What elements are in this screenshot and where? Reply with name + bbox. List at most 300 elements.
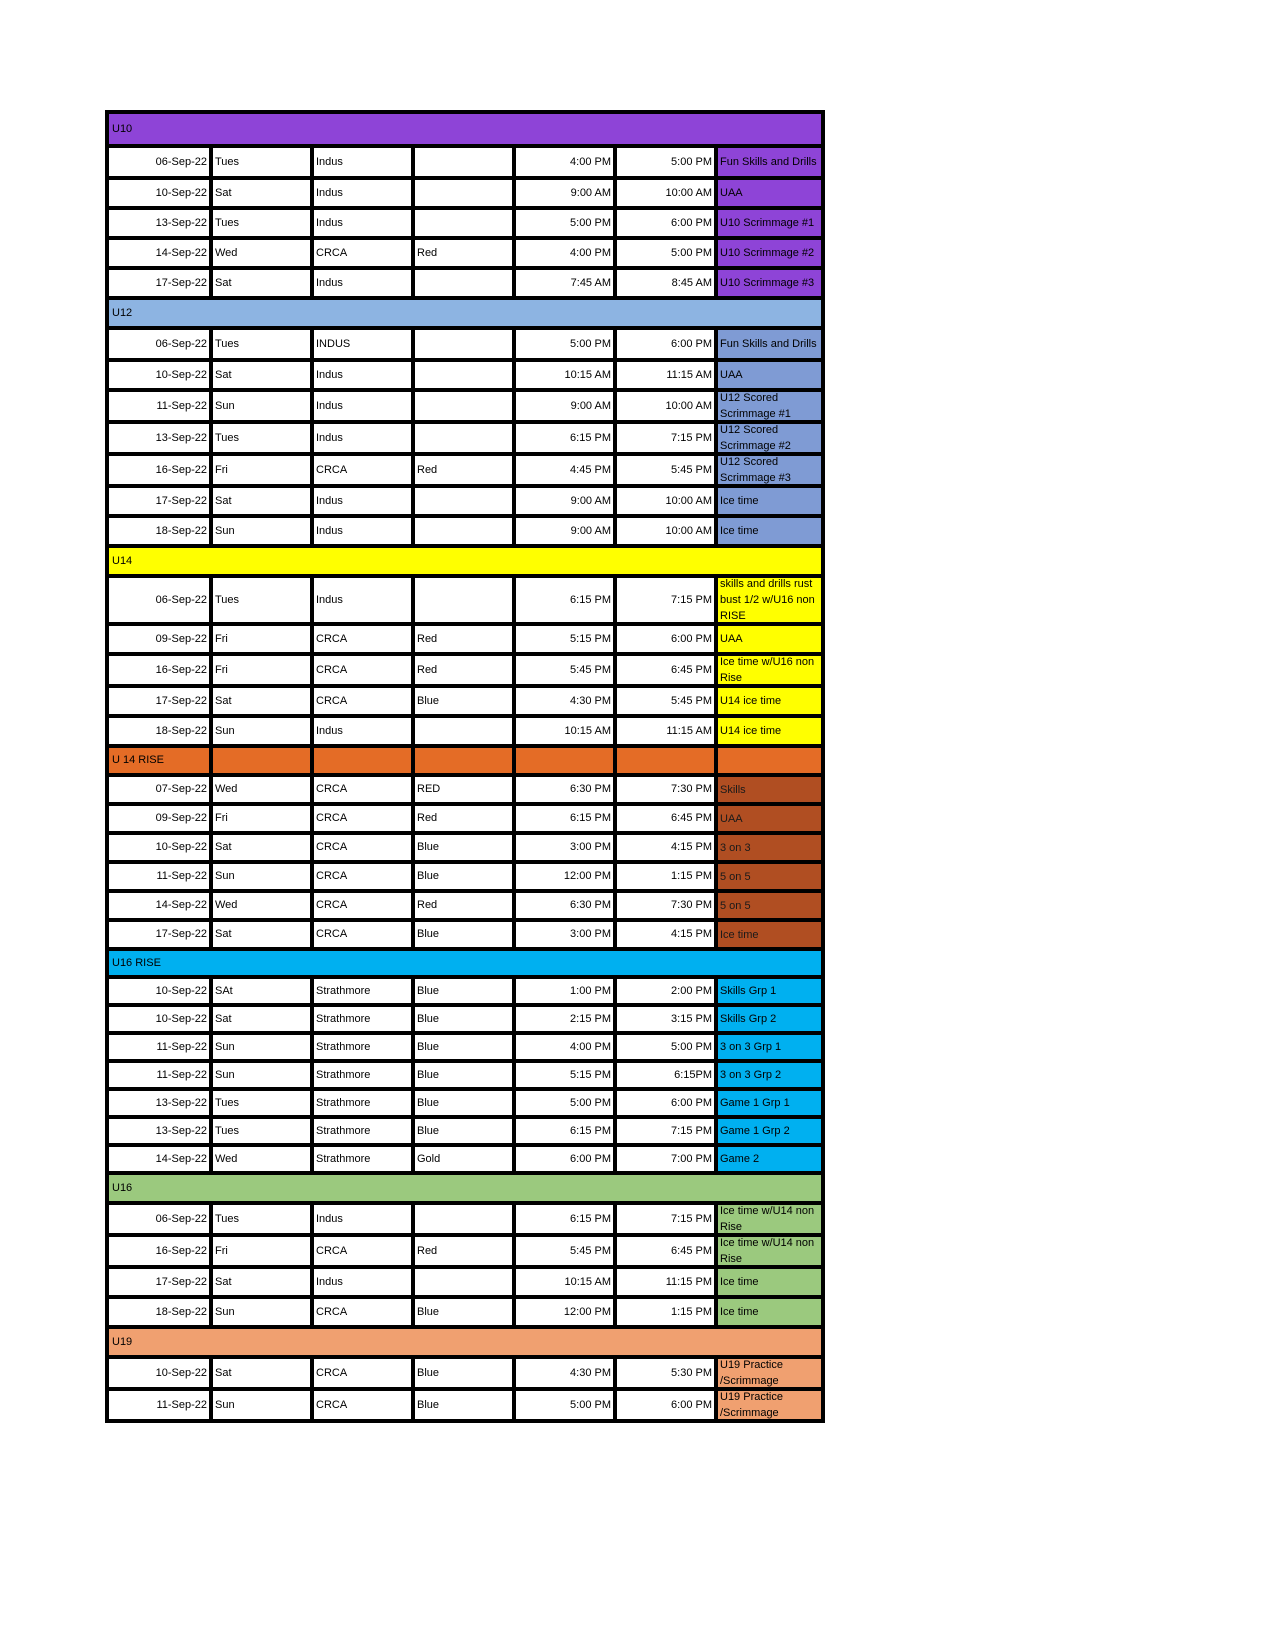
rink-cell: CRCA bbox=[310, 922, 411, 947]
table-row bbox=[109, 514, 821, 544]
note-cell: 3 on 3 Grp 1 bbox=[714, 1035, 821, 1059]
rink-cell: Strathmore bbox=[310, 1147, 411, 1171]
rink-cell: Strathmore bbox=[310, 1063, 411, 1087]
table-row bbox=[109, 236, 821, 266]
section-header bbox=[109, 1325, 821, 1355]
pad-cell bbox=[411, 518, 512, 544]
day-cell: Sat bbox=[209, 1359, 310, 1387]
rink-cell: Indus bbox=[310, 488, 411, 514]
table-row bbox=[109, 773, 821, 802]
date-cell: 10-Sep-22 bbox=[109, 180, 209, 206]
table-row bbox=[109, 358, 821, 388]
pad-cell: Red bbox=[411, 1237, 512, 1265]
end-cell: 6:45 PM bbox=[613, 806, 714, 831]
pad-cell: Blue bbox=[411, 1119, 512, 1143]
table-row bbox=[109, 918, 821, 947]
table-row bbox=[109, 206, 821, 236]
note-cell: U19 Practice /Scrimmage bbox=[714, 1391, 821, 1419]
day-cell: Wed bbox=[209, 1147, 310, 1171]
note-cell: Skills Grp 2 bbox=[714, 1007, 821, 1031]
end-cell: 4:15 PM bbox=[613, 835, 714, 860]
note-cell: Ice time w/U14 non Rise bbox=[714, 1237, 821, 1265]
note-cell: 5 on 5 bbox=[714, 893, 821, 918]
rink-cell: Strathmore bbox=[310, 1007, 411, 1031]
rink-cell: CRCA bbox=[310, 240, 411, 266]
note-cell: U12 Scored Scrimmage #1 bbox=[714, 392, 821, 420]
rink-cell: CRCA bbox=[310, 1237, 411, 1265]
end-cell: 7:30 PM bbox=[613, 893, 714, 918]
end-cell: 6:00 PM bbox=[613, 1091, 714, 1115]
pad-cell: Red bbox=[411, 240, 512, 266]
date-cell: 09-Sep-22 bbox=[109, 626, 209, 652]
table-row bbox=[109, 1233, 821, 1265]
rink-cell: Indus bbox=[310, 270, 411, 296]
pad-cell bbox=[411, 578, 512, 622]
day-cell: Sun bbox=[209, 1063, 310, 1087]
end-cell: 5:30 PM bbox=[613, 1359, 714, 1387]
header-cell bbox=[613, 748, 714, 773]
section-label: U12 bbox=[109, 300, 821, 326]
note-cell: UAA bbox=[714, 626, 821, 652]
start-cell: 6:00 PM bbox=[512, 1147, 613, 1171]
end-cell: 5:00 PM bbox=[613, 240, 714, 266]
date-cell: 06-Sep-22 bbox=[109, 578, 209, 622]
pad-cell: Blue bbox=[411, 1299, 512, 1325]
start-cell: 3:00 PM bbox=[512, 835, 613, 860]
date-cell: 13-Sep-22 bbox=[109, 1091, 209, 1115]
day-cell: Sun bbox=[209, 392, 310, 420]
section-label: U10 bbox=[109, 114, 821, 144]
date-cell: 11-Sep-22 bbox=[109, 864, 209, 889]
table-row bbox=[109, 266, 821, 296]
rink-cell: CRCA bbox=[310, 1391, 411, 1419]
start-cell: 12:00 PM bbox=[512, 864, 613, 889]
note-cell: U14 ice time bbox=[714, 688, 821, 714]
end-cell: 7:00 PM bbox=[613, 1147, 714, 1171]
pad-cell: Red bbox=[411, 456, 512, 484]
date-cell: 14-Sep-22 bbox=[109, 893, 209, 918]
pad-cell: Red bbox=[411, 626, 512, 652]
end-cell: 8:45 AM bbox=[613, 270, 714, 296]
pad-cell bbox=[411, 210, 512, 236]
start-cell: 2:15 PM bbox=[512, 1007, 613, 1031]
end-cell: 11:15 PM bbox=[613, 1269, 714, 1295]
date-cell: 16-Sep-22 bbox=[109, 656, 209, 684]
start-cell: 6:15 PM bbox=[512, 1205, 613, 1233]
note-cell: Skills bbox=[714, 777, 821, 802]
section-header bbox=[109, 947, 821, 975]
note-cell: skills and drills rust bust 1/2 w/U16 non RISE bbox=[714, 578, 821, 622]
rink-cell: INDUS bbox=[310, 330, 411, 358]
rink-cell: CRCA bbox=[310, 626, 411, 652]
day-cell: Sun bbox=[209, 1391, 310, 1419]
day-cell: Tues bbox=[209, 1119, 310, 1143]
day-cell: Fri bbox=[209, 456, 310, 484]
table-row bbox=[109, 326, 821, 358]
start-cell: 6:30 PM bbox=[512, 777, 613, 802]
start-cell: 10:15 AM bbox=[512, 718, 613, 744]
pad-cell: Blue bbox=[411, 864, 512, 889]
date-cell: 06-Sep-22 bbox=[109, 330, 209, 358]
rink-cell: Indus bbox=[310, 718, 411, 744]
section-label: U16 bbox=[109, 1175, 821, 1201]
pad-cell: Blue bbox=[411, 688, 512, 714]
table-row bbox=[109, 714, 821, 744]
pad-cell: Red bbox=[411, 806, 512, 831]
pad-cell bbox=[411, 330, 512, 358]
pad-cell: Blue bbox=[411, 1091, 512, 1115]
pad-cell bbox=[411, 488, 512, 514]
day-cell: Fri bbox=[209, 1237, 310, 1265]
start-cell: 4:45 PM bbox=[512, 456, 613, 484]
table-row bbox=[109, 1201, 821, 1233]
date-cell: 06-Sep-22 bbox=[109, 1205, 209, 1233]
day-cell: Sat bbox=[209, 488, 310, 514]
end-cell: 6:00 PM bbox=[613, 626, 714, 652]
rink-cell: Indus bbox=[310, 1269, 411, 1295]
header-cell bbox=[714, 748, 821, 773]
pad-cell: RED bbox=[411, 777, 512, 802]
rink-cell: Indus bbox=[310, 362, 411, 388]
start-cell: 5:00 PM bbox=[512, 330, 613, 358]
day-cell: Wed bbox=[209, 240, 310, 266]
table-row bbox=[109, 1087, 821, 1115]
table-row bbox=[109, 1059, 821, 1087]
end-cell: 7:15 PM bbox=[613, 578, 714, 622]
day-cell: Sat bbox=[209, 362, 310, 388]
rink-cell: Strathmore bbox=[310, 1091, 411, 1115]
end-cell: 2:00 PM bbox=[613, 979, 714, 1003]
end-cell: 11:15 AM bbox=[613, 718, 714, 744]
day-cell: Fri bbox=[209, 656, 310, 684]
rink-cell: CRCA bbox=[310, 688, 411, 714]
note-cell: U19 Practice /Scrimmage bbox=[714, 1359, 821, 1387]
date-cell: 14-Sep-22 bbox=[109, 1147, 209, 1171]
date-cell: 11-Sep-22 bbox=[109, 1391, 209, 1419]
note-cell: UAA bbox=[714, 806, 821, 831]
start-cell: 7:45 AM bbox=[512, 270, 613, 296]
end-cell: 10:00 AM bbox=[613, 518, 714, 544]
note-cell: Skills Grp 1 bbox=[714, 979, 821, 1003]
day-cell: Sat bbox=[209, 1007, 310, 1031]
rink-cell: Indus bbox=[310, 148, 411, 176]
date-cell: 16-Sep-22 bbox=[109, 456, 209, 484]
day-cell: Sun bbox=[209, 1299, 310, 1325]
end-cell: 6:00 PM bbox=[613, 330, 714, 358]
table-row bbox=[109, 652, 821, 684]
date-cell: 13-Sep-22 bbox=[109, 210, 209, 236]
day-cell: Sat bbox=[209, 835, 310, 860]
header-cell bbox=[209, 748, 310, 773]
rink-cell: Indus bbox=[310, 424, 411, 452]
rink-cell: CRCA bbox=[310, 1299, 411, 1325]
note-cell: 3 on 3 Grp 2 bbox=[714, 1063, 821, 1087]
note-cell: Ice time w/U14 non Rise bbox=[714, 1205, 821, 1233]
pad-cell bbox=[411, 392, 512, 420]
day-cell: Tues bbox=[209, 210, 310, 236]
rink-cell: CRCA bbox=[310, 456, 411, 484]
end-cell: 6:00 PM bbox=[613, 210, 714, 236]
day-cell: Sat bbox=[209, 270, 310, 296]
table-row bbox=[109, 831, 821, 860]
date-cell: 18-Sep-22 bbox=[109, 718, 209, 744]
day-cell: Fri bbox=[209, 806, 310, 831]
day-cell: Sun bbox=[209, 718, 310, 744]
section-label: U16 RISE bbox=[109, 951, 821, 975]
note-cell: Ice time bbox=[714, 1269, 821, 1295]
start-cell: 4:00 PM bbox=[512, 240, 613, 266]
start-cell: 5:45 PM bbox=[512, 656, 613, 684]
date-cell: 17-Sep-22 bbox=[109, 1269, 209, 1295]
rink-cell: CRCA bbox=[310, 835, 411, 860]
start-cell: 10:15 AM bbox=[512, 362, 613, 388]
date-cell: 16-Sep-22 bbox=[109, 1237, 209, 1265]
pad-cell bbox=[411, 1205, 512, 1233]
end-cell: 11:15 AM bbox=[613, 362, 714, 388]
end-cell: 5:45 PM bbox=[613, 688, 714, 714]
note-cell: U12 Scored Scrimmage #2 bbox=[714, 424, 821, 452]
note-cell: Game 1 Grp 2 bbox=[714, 1119, 821, 1143]
table-row bbox=[109, 889, 821, 918]
day-cell: Sun bbox=[209, 864, 310, 889]
day-cell: Tues bbox=[209, 1205, 310, 1233]
section-header bbox=[109, 544, 821, 574]
day-cell: Tues bbox=[209, 1091, 310, 1115]
header-cell bbox=[411, 748, 512, 773]
day-cell: SAt bbox=[209, 979, 310, 1003]
rink-cell: Indus bbox=[310, 1205, 411, 1233]
table-row bbox=[109, 1387, 821, 1419]
day-cell: Sun bbox=[209, 518, 310, 544]
table-row bbox=[109, 1295, 821, 1325]
start-cell: 12:00 PM bbox=[512, 1299, 613, 1325]
note-cell: UAA bbox=[714, 180, 821, 206]
date-cell: 09-Sep-22 bbox=[109, 806, 209, 831]
date-cell: 14-Sep-22 bbox=[109, 240, 209, 266]
rink-cell: Indus bbox=[310, 578, 411, 622]
end-cell: 7:15 PM bbox=[613, 1119, 714, 1143]
note-cell: Game 2 bbox=[714, 1147, 821, 1171]
end-cell: 6:45 PM bbox=[613, 656, 714, 684]
date-cell: 11-Sep-22 bbox=[109, 1035, 209, 1059]
start-cell: 5:15 PM bbox=[512, 1063, 613, 1087]
day-cell: Wed bbox=[209, 893, 310, 918]
note-cell: Fun Skills and Drills bbox=[714, 330, 821, 358]
pad-cell bbox=[411, 180, 512, 206]
table-row bbox=[109, 1003, 821, 1031]
start-cell: 9:00 AM bbox=[512, 488, 613, 514]
date-cell: 11-Sep-22 bbox=[109, 392, 209, 420]
pad-cell bbox=[411, 718, 512, 744]
note-cell: Ice time bbox=[714, 1299, 821, 1325]
start-cell: 6:15 PM bbox=[512, 578, 613, 622]
note-cell: U10 Scrimmage #3 bbox=[714, 270, 821, 296]
start-cell: 5:00 PM bbox=[512, 210, 613, 236]
note-cell: 5 on 5 bbox=[714, 864, 821, 889]
rink-cell: Indus bbox=[310, 392, 411, 420]
pad-cell bbox=[411, 424, 512, 452]
start-cell: 5:00 PM bbox=[512, 1091, 613, 1115]
pad-cell: Red bbox=[411, 656, 512, 684]
start-cell: 10:15 AM bbox=[512, 1269, 613, 1295]
section-header bbox=[109, 1171, 821, 1201]
end-cell: 10:00 AM bbox=[613, 488, 714, 514]
date-cell: 11-Sep-22 bbox=[109, 1063, 209, 1087]
end-cell: 6:00 PM bbox=[613, 1391, 714, 1419]
table-row bbox=[109, 176, 821, 206]
end-cell: 4:15 PM bbox=[613, 922, 714, 947]
pad-cell: Blue bbox=[411, 1007, 512, 1031]
header-cell bbox=[310, 748, 411, 773]
start-cell: 5:15 PM bbox=[512, 626, 613, 652]
end-cell: 10:00 AM bbox=[613, 392, 714, 420]
note-cell: Game 1 Grp 1 bbox=[714, 1091, 821, 1115]
section-header bbox=[109, 744, 821, 773]
pad-cell bbox=[411, 270, 512, 296]
day-cell: Tues bbox=[209, 578, 310, 622]
table-row bbox=[109, 1031, 821, 1059]
start-cell: 9:00 AM bbox=[512, 518, 613, 544]
end-cell: 7:15 PM bbox=[613, 1205, 714, 1233]
note-cell: U10 Scrimmage #2 bbox=[714, 240, 821, 266]
day-cell: Tues bbox=[209, 424, 310, 452]
rink-cell: CRCA bbox=[310, 656, 411, 684]
date-cell: 18-Sep-22 bbox=[109, 1299, 209, 1325]
note-cell: Ice time bbox=[714, 922, 821, 947]
end-cell: 6:45 PM bbox=[613, 1237, 714, 1265]
date-cell: 13-Sep-22 bbox=[109, 424, 209, 452]
pad-cell: Red bbox=[411, 893, 512, 918]
end-cell: 1:15 PM bbox=[613, 864, 714, 889]
start-cell: 6:15 PM bbox=[512, 424, 613, 452]
end-cell: 7:30 PM bbox=[613, 777, 714, 802]
note-cell: U14 ice time bbox=[714, 718, 821, 744]
pad-cell: Blue bbox=[411, 1359, 512, 1387]
day-cell: Fri bbox=[209, 626, 310, 652]
table-row bbox=[109, 574, 821, 622]
table-row bbox=[109, 860, 821, 889]
rink-cell: Indus bbox=[310, 210, 411, 236]
table-row bbox=[109, 802, 821, 831]
rink-cell: Indus bbox=[310, 180, 411, 206]
rink-cell: CRCA bbox=[310, 777, 411, 802]
section-label: U19 bbox=[109, 1329, 821, 1355]
pad-cell: Blue bbox=[411, 1063, 512, 1087]
table-row bbox=[109, 684, 821, 714]
end-cell: 5:00 PM bbox=[613, 1035, 714, 1059]
date-cell: 17-Sep-22 bbox=[109, 270, 209, 296]
note-cell: U12 Scored Scrimmage #3 bbox=[714, 456, 821, 484]
note-cell: Ice time bbox=[714, 518, 821, 544]
section-label: U14 bbox=[109, 548, 821, 574]
start-cell: 4:00 PM bbox=[512, 1035, 613, 1059]
note-cell: Ice time w/U16 non Rise bbox=[714, 656, 821, 684]
pad-cell bbox=[411, 148, 512, 176]
end-cell: 6:15PM bbox=[613, 1063, 714, 1087]
date-cell: 17-Sep-22 bbox=[109, 688, 209, 714]
table-row bbox=[109, 622, 821, 652]
date-cell: 10-Sep-22 bbox=[109, 1007, 209, 1031]
pad-cell: Blue bbox=[411, 922, 512, 947]
date-cell: 10-Sep-22 bbox=[109, 1359, 209, 1387]
end-cell: 7:15 PM bbox=[613, 424, 714, 452]
table-row bbox=[109, 1115, 821, 1143]
rink-cell: CRCA bbox=[310, 893, 411, 918]
date-cell: 13-Sep-22 bbox=[109, 1119, 209, 1143]
start-cell: 4:00 PM bbox=[512, 148, 613, 176]
pad-cell bbox=[411, 1269, 512, 1295]
day-cell: Sun bbox=[209, 1035, 310, 1059]
pad-cell: Blue bbox=[411, 979, 512, 1003]
day-cell: Sat bbox=[209, 180, 310, 206]
end-cell: 5:45 PM bbox=[613, 456, 714, 484]
end-cell: 1:15 PM bbox=[613, 1299, 714, 1325]
table-row bbox=[109, 420, 821, 452]
rink-cell: Indus bbox=[310, 518, 411, 544]
start-cell: 6:30 PM bbox=[512, 893, 613, 918]
start-cell: 3:00 PM bbox=[512, 922, 613, 947]
schedule-table bbox=[105, 110, 825, 1423]
table-row bbox=[109, 975, 821, 1003]
day-cell: Wed bbox=[209, 777, 310, 802]
start-cell: 9:00 AM bbox=[512, 180, 613, 206]
table-row bbox=[109, 1265, 821, 1295]
table-row bbox=[109, 144, 821, 176]
date-cell: 18-Sep-22 bbox=[109, 518, 209, 544]
date-cell: 10-Sep-22 bbox=[109, 979, 209, 1003]
day-cell: Tues bbox=[209, 330, 310, 358]
pad-cell: Blue bbox=[411, 1035, 512, 1059]
pad-cell: Blue bbox=[411, 1391, 512, 1419]
table-row bbox=[109, 1143, 821, 1171]
note-cell: U10 Scrimmage #1 bbox=[714, 210, 821, 236]
date-cell: 10-Sep-22 bbox=[109, 835, 209, 860]
note-cell: 3 on 3 bbox=[714, 835, 821, 860]
table-row bbox=[109, 388, 821, 420]
section-label: U 14 RISE bbox=[109, 748, 209, 773]
date-cell: 17-Sep-22 bbox=[109, 488, 209, 514]
header-cell bbox=[512, 748, 613, 773]
end-cell: 3:15 PM bbox=[613, 1007, 714, 1031]
end-cell: 10:00 AM bbox=[613, 180, 714, 206]
day-cell: Sat bbox=[209, 922, 310, 947]
section-header bbox=[109, 296, 821, 326]
start-cell: 5:45 PM bbox=[512, 1237, 613, 1265]
pad-cell: Gold bbox=[411, 1147, 512, 1171]
rink-cell: Strathmore bbox=[310, 1119, 411, 1143]
date-cell: 17-Sep-22 bbox=[109, 922, 209, 947]
note-cell: Fun Skills and Drills bbox=[714, 148, 821, 176]
date-cell: 06-Sep-22 bbox=[109, 148, 209, 176]
rink-cell: Strathmore bbox=[310, 979, 411, 1003]
end-cell: 5:00 PM bbox=[613, 148, 714, 176]
section-header bbox=[109, 114, 821, 144]
start-cell: 9:00 AM bbox=[512, 392, 613, 420]
pad-cell: Blue bbox=[411, 835, 512, 860]
table-row bbox=[109, 452, 821, 484]
table-row bbox=[109, 484, 821, 514]
start-cell: 4:30 PM bbox=[512, 688, 613, 714]
date-cell: 10-Sep-22 bbox=[109, 362, 209, 388]
start-cell: 4:30 PM bbox=[512, 1359, 613, 1387]
rink-cell: CRCA bbox=[310, 864, 411, 889]
start-cell: 6:15 PM bbox=[512, 806, 613, 831]
start-cell: 6:15 PM bbox=[512, 1119, 613, 1143]
rink-cell: CRCA bbox=[310, 806, 411, 831]
rink-cell: CRCA bbox=[310, 1359, 411, 1387]
table-row bbox=[109, 1355, 821, 1387]
start-cell: 5:00 PM bbox=[512, 1391, 613, 1419]
